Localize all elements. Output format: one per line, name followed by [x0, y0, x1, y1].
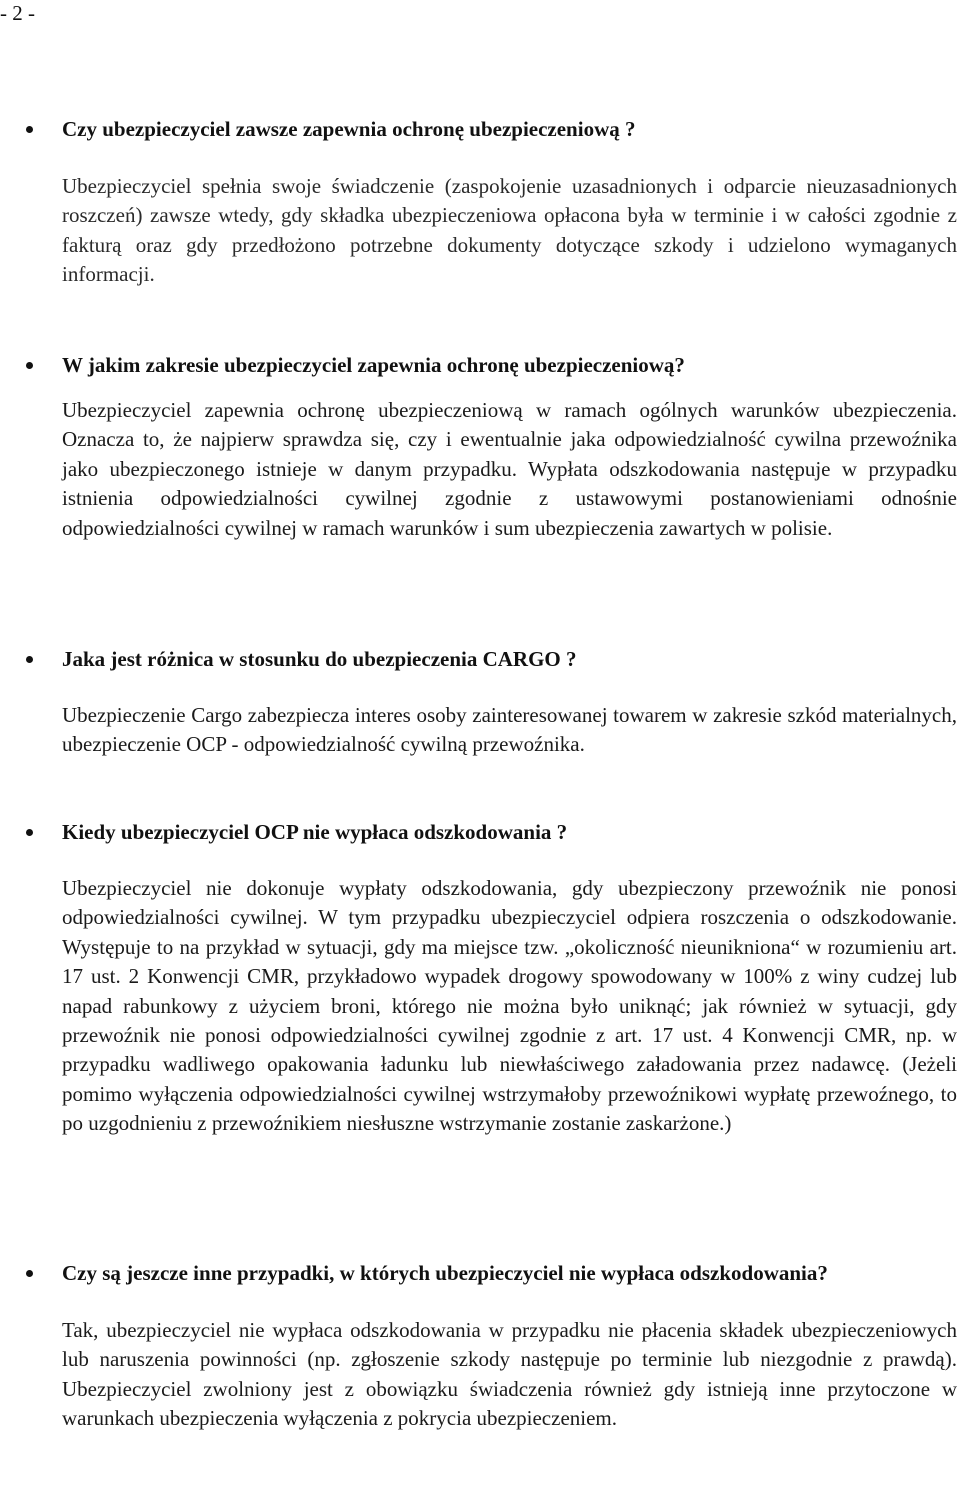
faq-section-1: [62, 115, 957, 290]
faq-question-text: Kiedy ubezpieczyciel OCP nie wypłaca odszkodowania ?: [62, 820, 568, 844]
bullet-icon: [26, 126, 33, 133]
faq-answer: Ubezpieczyciel zapewnia ochronę ubezpieczeniową w ramach ogólnych warunków ubezpieczenia. Oznacza to, że najpierw sprawdza się, czy i ewentualnie jaka odpowiedzialność cywilna przewoźnika jako ubezpieczonego istnieje w danym przypadku. Wypłata odszkodowania następuje w przypadku istnienia odpowiedzialności cywilnej zgodnie z ustawowymi postanowieniami odnośnie odpowiedzialności cywilnej w ramach warunków i sum ubezpieczenia zawartych w polisie.: [62, 398, 957, 540]
page-number: - 2 -: [0, 1, 35, 25]
faq-question: [62, 645, 957, 674]
faq-question-text: Czy są jeszcze inne przypadki, w których ubezpieczyciel nie wypłaca odszkodowania?: [62, 1261, 828, 1285]
faq-answer: Ubezpieczyciel nie dokonuje wypłaty odszkodowania, gdy ubezpieczony przewoźnik nie ponosi odpowiedzialności cywilnej. W tym przypadku ubezpieczyciel odpiera roszczenia o odszkodowanie. Występuje to na przykład w sytuacji, gdy ma miejsce tzw. „okoliczność nieunikniona“ w rozumieniu art. 17 ust. 2 Konwencji CMR, przykładowo wypadek drogowy spowodowany w 100% z winy cudzej lub napad rabunkowy z użyciem broni, którego nie można było uniknąć; jak również w sytuacji, gdy przewoźnik nie ponosi odpowiedzialności cywilnej zgodnie z art. 17 ust. 4 Konwencji CMR, np. w przypadku wadliwego opakowania ładunku lub niewłaściwego załadowania przez nadawcę. (Jeżeli pomimo wyłączenia odpowiedzialności cywilnej wstrzymałoby przewoźnikowi wypłatę przewoźnego, to po uzgodnieniu z przewoźnikiem niesłuszne wstrzymanie zostanie zaskarżone.): [62, 876, 957, 1136]
faq-section-4: [62, 818, 957, 1139]
faq-question: [62, 1259, 957, 1288]
faq-question-text: Jaka jest różnica w stosunku do ubezpieczenia CARGO ?: [62, 647, 577, 671]
bullet-icon: [26, 829, 33, 836]
bullet-icon: [26, 1270, 33, 1277]
bullet-icon: [26, 362, 33, 369]
faq-question: [62, 818, 957, 847]
faq-question: [62, 351, 957, 380]
faq-section-5: [62, 1259, 957, 1434]
faq-answer: Ubezpieczyciel spełnia swoje świadczenie (zaspokojenie uzasadnionych i odparcie nieuzasadnionych roszczeń) zawsze wtedy, gdy składka ubezpieczeniowa opłacona była w terminie i w całości zgodnie z fakturą oraz gdy przedłożono potrzebne dokumenty dotyczące szkody i udzielono wymaganych informacji.: [62, 174, 957, 287]
faq-question-text: Czy ubezpieczyciel zawsze zapewnia ochronę ubezpieczeniową ?: [62, 117, 636, 141]
faq-answer: Ubezpieczenie Cargo zabezpiecza interes osoby zainteresowanej towarem w zakresie szkód materialnych, ubezpieczenie OCP - odpowiedzialność cywilną przewoźnika.: [62, 703, 957, 757]
faq-section-3: [62, 645, 957, 760]
faq-question-text: W jakim zakresie ubezpieczyciel zapewnia ochronę ubezpieczeniową?: [62, 353, 685, 377]
faq-section-2: [62, 351, 957, 543]
bullet-icon: [26, 656, 33, 663]
faq-answer: Tak, ubezpieczyciel nie wypłaca odszkodowania w przypadku nie płacenia składek ubezpieczeniowych lub naruszenia powinności (np. zgłoszenie szkody następuje po terminie lub niezgodnie z prawdą). Ubezpieczyciel zwolniony jest z obowiązku świadczenia również gdy istnieją inne przytoczone w warunkach ubezpieczenia wyłączenia z pokrycia ubezpieczeniem.: [62, 1318, 957, 1431]
faq-question: [62, 115, 957, 144]
